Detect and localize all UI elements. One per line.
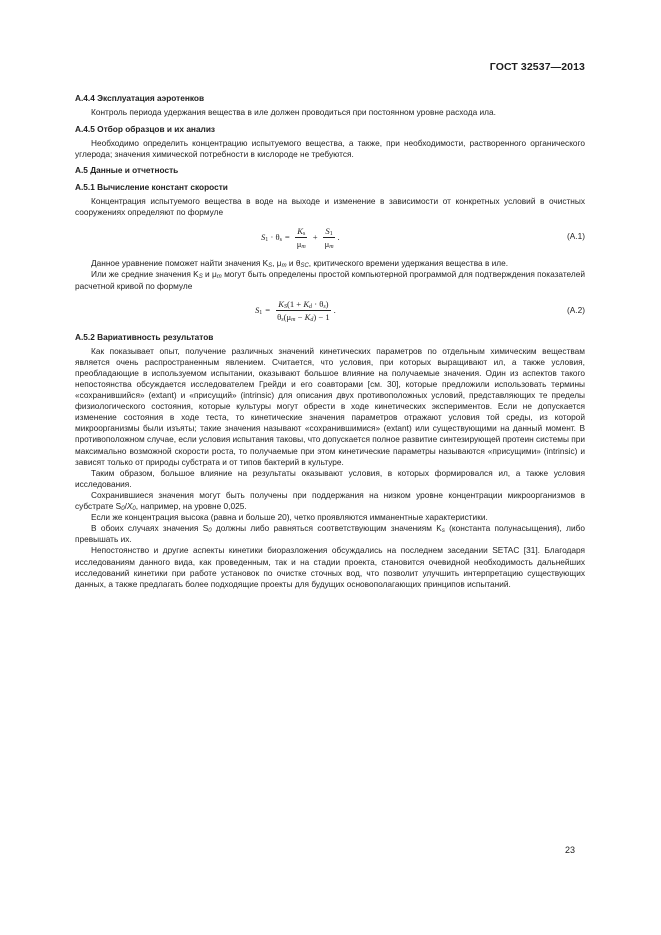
section-heading-a44: А.4.4 Эксплуатация аэротенков bbox=[75, 93, 205, 103]
document-body bbox=[75, 93, 585, 590]
formula-a1-expression: $S_1 \cdot \theta_s$ = $\frac{K_s}{\mu_m}$ + $\frac{S_1}{\mu_m}$ . bbox=[261, 225, 340, 250]
section-heading-a5: А.5 Данные и отчетность bbox=[75, 165, 179, 176]
page-number: 23 bbox=[564, 845, 575, 855]
paragraph-a51-intro: Концентрация испытуемого вещества в воде на выходе и изменение в зависимости от конкретных условий в очистных сооружениях определяют по формуле bbox=[75, 196, 585, 218]
formula-a2-expression: $S_1$ = $\frac{K_S(1 + K_d \cdot \theta_s)}{\theta_s(\mu_m - K_d) - 1}$ . bbox=[255, 299, 336, 324]
formula-a1 bbox=[75, 222, 585, 252]
section-heading-a52: А.5.2 Вариативность результатов bbox=[75, 331, 214, 342]
formula-a2 bbox=[75, 296, 585, 326]
paragraph-a45: Необходимо определить концентрацию испытуемого вещества, а также, при необходимости, растворенного органического углерода; значения химической потребности в кислороде не требуются. bbox=[75, 137, 585, 159]
section-heading-a51: А.5.1 Вычисление констант скорости bbox=[75, 182, 228, 193]
paragraph-a52-6: Непостоянство и другие аспекты кинетики биоразложения обсуждались на последнем заседании SETAC [31]. Благодаря исследованиям данного вида, как проведенным, так и на стадии проекта, становится очевидной необходимость дальнейших исследований кинетики при работе установок по очистке сточных вод, что позволит улучшить интерпретацию существующих данных, а также предлагать более подходящие проекты для будущих основополагающих принципов испытаний. bbox=[75, 545, 585, 589]
paragraph-a52-2: Таким образом, большое влияние на результаты оказывают условия, в которых формировался ил, а также условия исследования. bbox=[75, 467, 585, 489]
paragraph-a51-after-1: Данное уравнение поможет найти значения $K_S$, $\mu_m$ и $\theta_{SC}$, критического времени удержания вещества в иле. bbox=[91, 258, 509, 270]
formula-a2-number: (А.2) bbox=[567, 304, 585, 315]
paragraph-a44: Контроль периода удержания вещества в иле должен проводиться при постоянном уровне расхода ила. bbox=[91, 107, 496, 118]
standard-designation: ГОСТ 32537—2013 bbox=[489, 61, 585, 73]
paragraph-a52-4: Если же концентрация высока (равна и больше 20), четко проявляются имманентные характеристики. bbox=[91, 512, 488, 523]
paragraph-a52-5: В обоих случаях значения $S_0$ должны либо равняться соответствующим значениям $K_s$ (константа полунасыщения), либо превышать их. bbox=[75, 523, 585, 545]
paragraph-a51-after-2: Или же средние значения $K_S$ и $\mu_m$ могут быть определены простой компьютерной программой для подтверждения показателей расчетной кривой по формуле bbox=[75, 269, 585, 291]
paragraph-a52-3: Сохранившиеся значения могут быть получены при поддержания на низком уровне концентрации микроорганизмов в субстрате $S_0/X_0$, например, на уровне 0,025. bbox=[75, 489, 585, 513]
section-heading-a45: А.4.5 Отбор образцов и их анализ bbox=[75, 123, 216, 134]
paragraph-a52-1: Как показывает опыт, получение различных значений кинетических параметров по отдельным химическим веществам является очень распространенным явлением. Считается, что условия, при которых выращивают ил, а также условия, преобладающие в используемом испытании, оказывают большое влияние на получаемые значения. Один из аспектов такого непостоянства обсуждается исследователем Грейди и его соавторами [см. 30], которые предложили использовать термины «сохранившийся» (extant) и «присущий» (intrinsic) для описания двух противоположных условий, представляющих те пределы физиологического состояния, которые культуры могут обрести в ходе кинетических экспериментов. Если не допускается изменение состояния в ходе теста, то кинетические значения параметров отражают условия той среды, из которой микроорганизмы были изъяты; такие значения называют «сохранившимися» (extant) или существующими на данный момент. В противоположном случае, если условия испытания таковы, что допускается полное развитие синтезирующей протеин системы при максимально возможной скорости роста, то получаемые при этом кинетические параметры называются «присущими» (intrinsic) и зависят только от природы субстрата и от типов бактерий в культуре. bbox=[75, 345, 585, 467]
formula-a1-number: (А.1) bbox=[567, 231, 585, 242]
